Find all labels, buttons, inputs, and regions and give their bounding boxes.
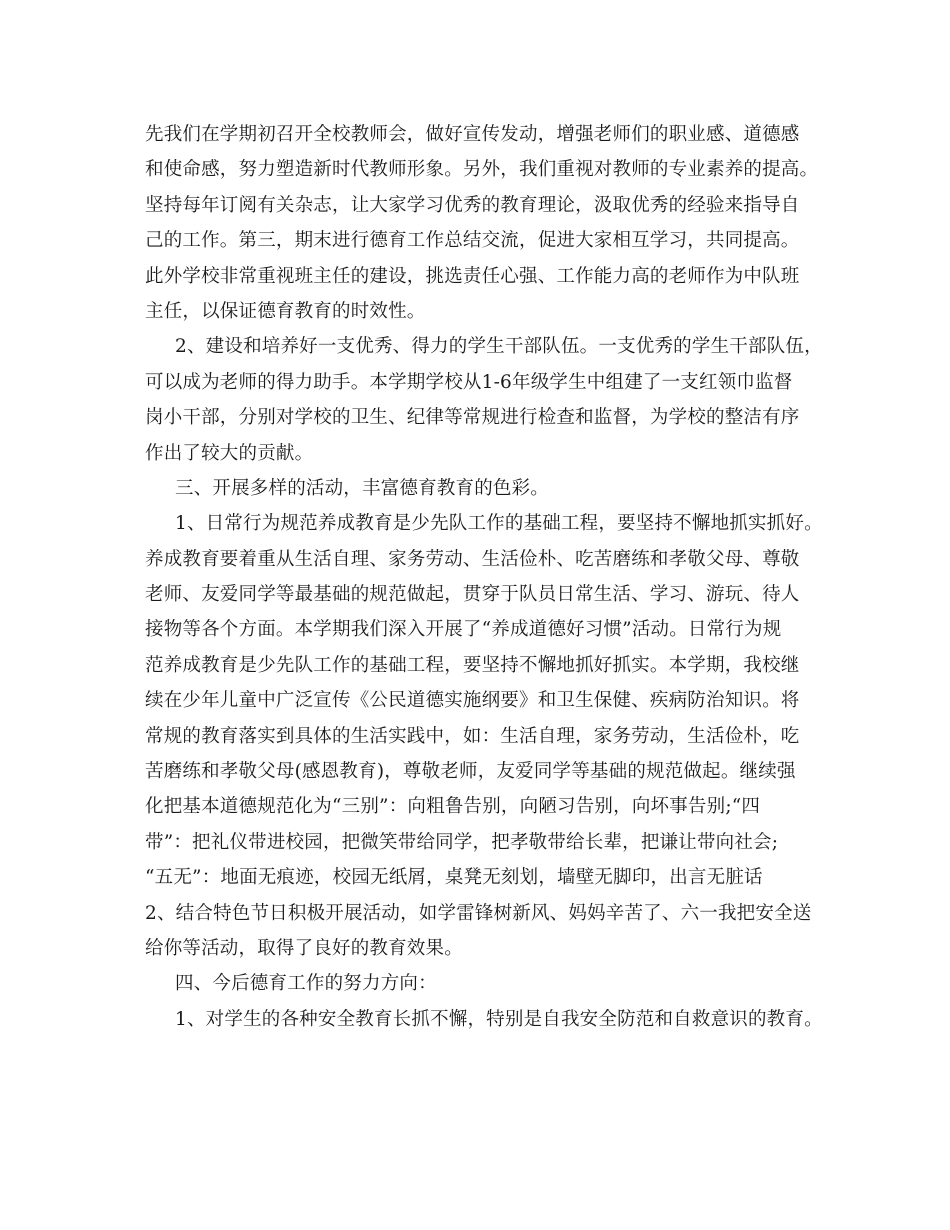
text-line: 范养成教育是少先队工作的基础工程，要坚持不懈地抓好抓实。本学期，我校继 bbox=[145, 654, 800, 676]
text-line: 常规的教育落实到具体的生活实践中，如：生活自理，家务劳动，生活俭朴，吃 bbox=[145, 725, 800, 747]
text-line: “五无”：地面无痕迹，校园无纸屑，桌凳无刻划，墙壁无脚印，出言无脏话 bbox=[145, 867, 763, 889]
text-line: 可以成为老师的得力助手。本学期学校从1-6年级学生中组建了一支红领巾监督 bbox=[145, 371, 793, 393]
text-line: 续在少年儿童中广泛宣传《公民道德实施纲要》和卫生保健、疾病防治知识。将 bbox=[145, 690, 800, 712]
text-line: 主任，以保证德育教育的时效性。 bbox=[145, 300, 426, 322]
text-line: 和使命感，努力塑造新时代教师形象。另外，我们重视对教师的专业素养的提高。 bbox=[145, 159, 819, 181]
paragraph-start: 1、日常行为规范养成教育是少先队工作的基础工程，要坚持不懈地抓实抓好。 bbox=[175, 513, 823, 535]
text-line: 己的工作。第三，期末进行德育工作总结交流，促进大家相互学习，共同提高。 bbox=[145, 230, 800, 252]
text-line: 作出了较大的贡献。 bbox=[145, 442, 314, 464]
text-line: 老师、友爱同学等最基础的规范做起，贯穿于队员日常生活、学习、游玩、待人 bbox=[145, 584, 800, 606]
body-text bbox=[145, 117, 845, 1037]
text-line: 苦磨练和孝敬父母(感恩教育)，尊敬老师，友爱同学等基础的规范做起。继续强 bbox=[145, 761, 796, 783]
paragraph-start: 1、对学生的各种安全教育长抓不懈，特别是自我安全防范和自救意识的教育。 bbox=[175, 1008, 823, 1030]
text-line: 接物等各个方面。本学期我们深入开展了“养成道德好习惯”活动。日常行为规 bbox=[145, 619, 782, 641]
text-line: 先我们在学期初召开全校教师会，做好宣传发动，增强老师们的职业感、道德感 bbox=[145, 124, 800, 145]
text-line: 养成教育要着重从生活自理、家务劳动、生活俭朴、吃苦磨练和孝敬父母、尊敬 bbox=[145, 548, 800, 570]
text-line: 带”：把礼仪带进校园，把微笑带给同学，把孝敬带给长辈，把谦让带向社会; bbox=[145, 831, 779, 853]
section-heading: 四、今后德育工作的努力方向： bbox=[175, 973, 437, 995]
section-heading: 三、开展多样的活动，丰富德育教育的色彩。 bbox=[175, 477, 550, 499]
text-line: 给你等活动，取得了良好的教育效果。 bbox=[145, 937, 463, 959]
text-line: 此外学校非常重视班主任的建设，挑选责任心强、工作能力高的老师作为中队班 bbox=[145, 265, 800, 287]
paragraph-start: 2、建设和培养好一支优秀、得力的学生干部队伍。一支优秀的学生干部队伍， bbox=[175, 336, 823, 358]
text-line: 岗小干部，分别对学校的卫生、纪律等常规进行检查和监督，为学校的整洁有序 bbox=[145, 407, 800, 429]
text-line: 坚持每年订阅有关杂志，让大家学习优秀的教育理论，汲取优秀的经验来指导自 bbox=[145, 194, 800, 216]
text-line: 2、结合特色节日积极开展活动，如学雷锋树新风、妈妈辛苦了、六一我把安全送 bbox=[145, 902, 812, 924]
text-line: 化把基本道德规范化为“三别”：向粗鲁告别，向陋习告别，向坏事告别;“四 bbox=[145, 796, 761, 818]
